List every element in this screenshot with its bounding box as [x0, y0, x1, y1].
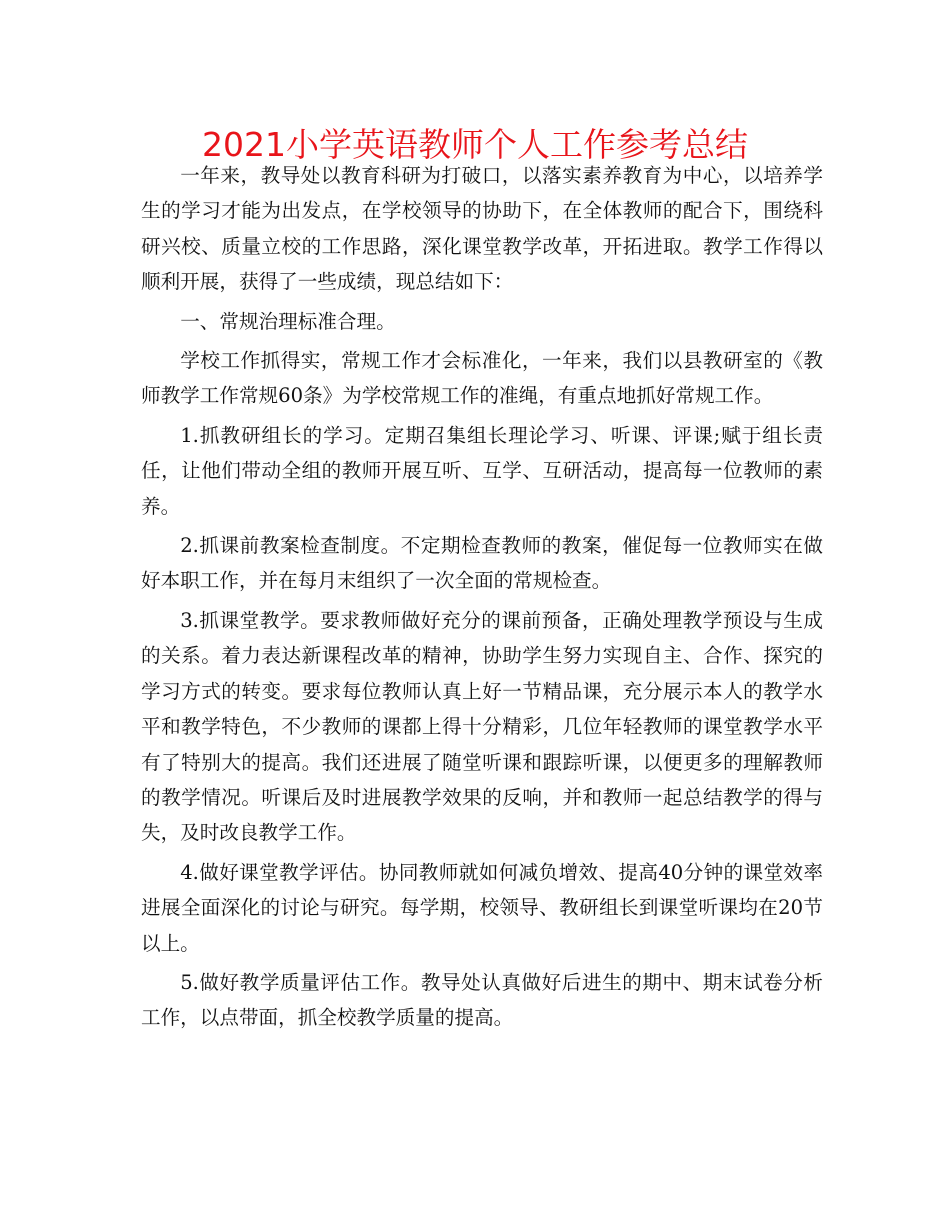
list-item-5: 5.做好教学质量评估工作。教导处认真做好后进生的期中、期末试卷分析工作，以点带面，抓全校教学质量的提高。 [141, 970, 823, 1030]
paragraph-section-1-intro: 学校工作抓得实，常规工作才会标准化，一年来，我们以县教研室的《教师教学工作常规60条》为学校常规工作的准绳，有重点地抓好常规工作。 [141, 349, 823, 408]
section-heading-1: 一、常规治理标准合理。 [180, 309, 396, 333]
document-title: 2021小学英语教师个人工作参考总结 [202, 125, 748, 164]
list-item-1: 1.抓教研组长的学习。定期召集组长理论学习、听课、评课;赋于组长责任，让他们带动全组的教师开展互听、互学、互研活动，提高每一位教师的素养。 [141, 423, 823, 518]
document-body [141, 158, 823, 1040]
paragraph-intro: 一年来，教导处以教育科研为打破口，以落实素养教育为中心，以培养学生的学习才能为出发点，在学校领导的协助下，在全体教师的配合下，围绕科研兴校、质量立校的工作思路，深化课堂教学改革，开拓进取。教学工作得以顺利开展，获得了一些成绩，现总结如下： [141, 164, 823, 294]
list-item-4: 4.做好课堂教学评估。协同教师就如何减负增效、提高40分钟的课堂效率进展全面深化的讨论与研究。每学期，校领导、教研组长到课堂听课均在20节以上。 [141, 860, 823, 955]
list-item-3: 3.抓课堂教学。要求教师做好充分的课前预备，正确处理教学预设与生成的关系。着力表达新课程改革的精神，协助学生努力实现自主、合作、探究的学习方式的转变。要求每位教师认真上好一节精品课，充分展示本人的教学水平和教学特色，不少教师的课都上得十分精彩，几位年轻教师的课堂教学水平有了特别大的提高。我们还进展了随堂听课和跟踪听课，以便更多的理解教师的教学情况。听课后及时进展教学效果的反响，并和教师一起总结教学的得与失，及时改良教学工作。 [141, 608, 823, 845]
list-item-2: 2.抓课前教案检查制度。不定期检查教师的教案，催促每一位教师实在做好本职工作，并在每月末组织了一次全面的常规检查。 [141, 534, 823, 593]
